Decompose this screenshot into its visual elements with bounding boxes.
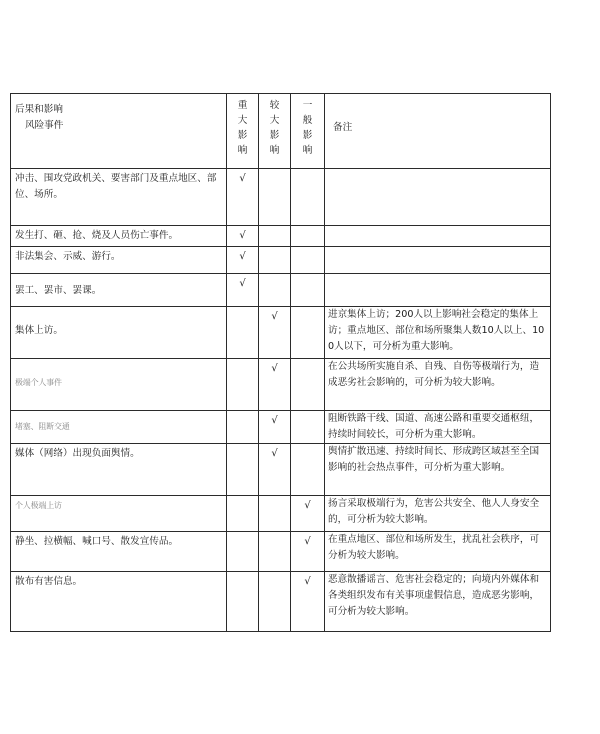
col-header-note: 备注: [325, 94, 551, 169]
general-mark: √: [291, 496, 325, 532]
general-mark: [291, 274, 325, 307]
general-mark: √: [291, 572, 325, 632]
general-mark: [291, 359, 325, 411]
table-header-row: [11, 94, 551, 169]
major-mark: [227, 572, 259, 632]
table-row: [11, 274, 551, 307]
larger-mark: [259, 496, 291, 532]
general-mark: [291, 444, 325, 496]
note-cell: 在公共场所实施自杀、自残、自伤等极端行为，造成恶劣社会影响的，可分析为较大影响。: [325, 359, 551, 411]
note-cell: [325, 226, 551, 247]
event-cell: 罢工、罢市、罢课。: [11, 274, 227, 307]
table-row: [11, 307, 551, 359]
major-mark: √: [227, 274, 259, 307]
event-cell: 静坐、拉横幅、喊口号、散发宣传品。: [11, 532, 227, 572]
table-row: [11, 247, 551, 274]
larger-mark: [259, 572, 291, 632]
event-cell: 非法集会、示威、游行。: [11, 247, 227, 274]
note-cell: [325, 247, 551, 274]
event-cell: 极端个人事件: [11, 359, 227, 411]
larger-mark: [259, 169, 291, 226]
table-row: [11, 572, 551, 632]
table-row: [11, 226, 551, 247]
note-cell: 恶意散播谣言、危害社会稳定的；向境内外媒体和各类组织发布有关事项虚假信息，造成恶劣影响，可分析为较大影响。: [325, 572, 551, 632]
table-row: [11, 496, 551, 532]
general-mark: [291, 307, 325, 359]
note-cell: 扬言采取极端行为，危害公共安全、他人人身安全的，可分析为较大影响。: [325, 496, 551, 532]
major-mark: √: [227, 247, 259, 274]
major-mark: [227, 359, 259, 411]
table-row: [11, 444, 551, 496]
col-header-major-impact: 重 大 影 响: [227, 94, 259, 169]
general-mark: [291, 247, 325, 274]
larger-mark: √: [259, 359, 291, 411]
major-mark: √: [227, 226, 259, 247]
table-row: [11, 359, 551, 411]
note-cell: [325, 169, 551, 226]
table-row: [11, 532, 551, 572]
major-mark: √: [227, 169, 259, 226]
general-mark: √: [291, 532, 325, 572]
note-cell: [325, 274, 551, 307]
note-cell: 舆情扩散迅速、持续时间长、形成跨区域甚至全国影响的社会热点事件，可分析为重大影响。: [325, 444, 551, 496]
table-row: [11, 169, 551, 226]
major-mark: [227, 307, 259, 359]
larger-mark: [259, 247, 291, 274]
corner-header-cell: [11, 94, 227, 169]
larger-mark: [259, 274, 291, 307]
corner-header-risk-event: 风险事件: [25, 120, 64, 131]
event-cell: 冲击、围攻党政机关、要害部门及重点地区、部位、场所。: [11, 169, 227, 226]
event-cell: 集体上访。: [11, 307, 227, 359]
larger-mark: √: [259, 307, 291, 359]
risk-assessment-table: [10, 93, 551, 632]
corner-header-consequence: 后果和影响: [15, 104, 63, 115]
col-header-larger-impact: 较 大 影 响: [259, 94, 291, 169]
major-mark: [227, 444, 259, 496]
event-cell: 散布有害信息。: [11, 572, 227, 632]
larger-mark: √: [259, 444, 291, 496]
note-cell: 在重点地区、部位和场所发生，扰乱社会秩序，可分析为较大影响。: [325, 532, 551, 572]
col-header-general-impact: 一 般 影 响: [291, 94, 325, 169]
general-mark: [291, 226, 325, 247]
general-mark: [291, 169, 325, 226]
event-cell: 个人极端上访: [11, 496, 227, 532]
event-cell: 堵塞、阻断交通: [11, 411, 227, 444]
major-mark: [227, 411, 259, 444]
major-mark: [227, 532, 259, 572]
general-mark: [291, 411, 325, 444]
note-cell: 阻断铁路干线、国道、高速公路和重要交通枢纽，持续时间较长，可分析为重大影响。: [325, 411, 551, 444]
larger-mark: [259, 226, 291, 247]
event-cell: 媒体（网络）出现负面舆情。: [11, 444, 227, 496]
note-cell: 进京集体上访；200人以上影响社会稳定的集体上访；重点地区、部位和场所聚集人数10人以上、100人以下，可分析为重大影响。: [325, 307, 551, 359]
larger-mark: [259, 532, 291, 572]
event-cell: 发生打、砸、抢、烧及人员伤亡事件。: [11, 226, 227, 247]
larger-mark: √: [259, 411, 291, 444]
table-row: [11, 411, 551, 444]
major-mark: [227, 496, 259, 532]
